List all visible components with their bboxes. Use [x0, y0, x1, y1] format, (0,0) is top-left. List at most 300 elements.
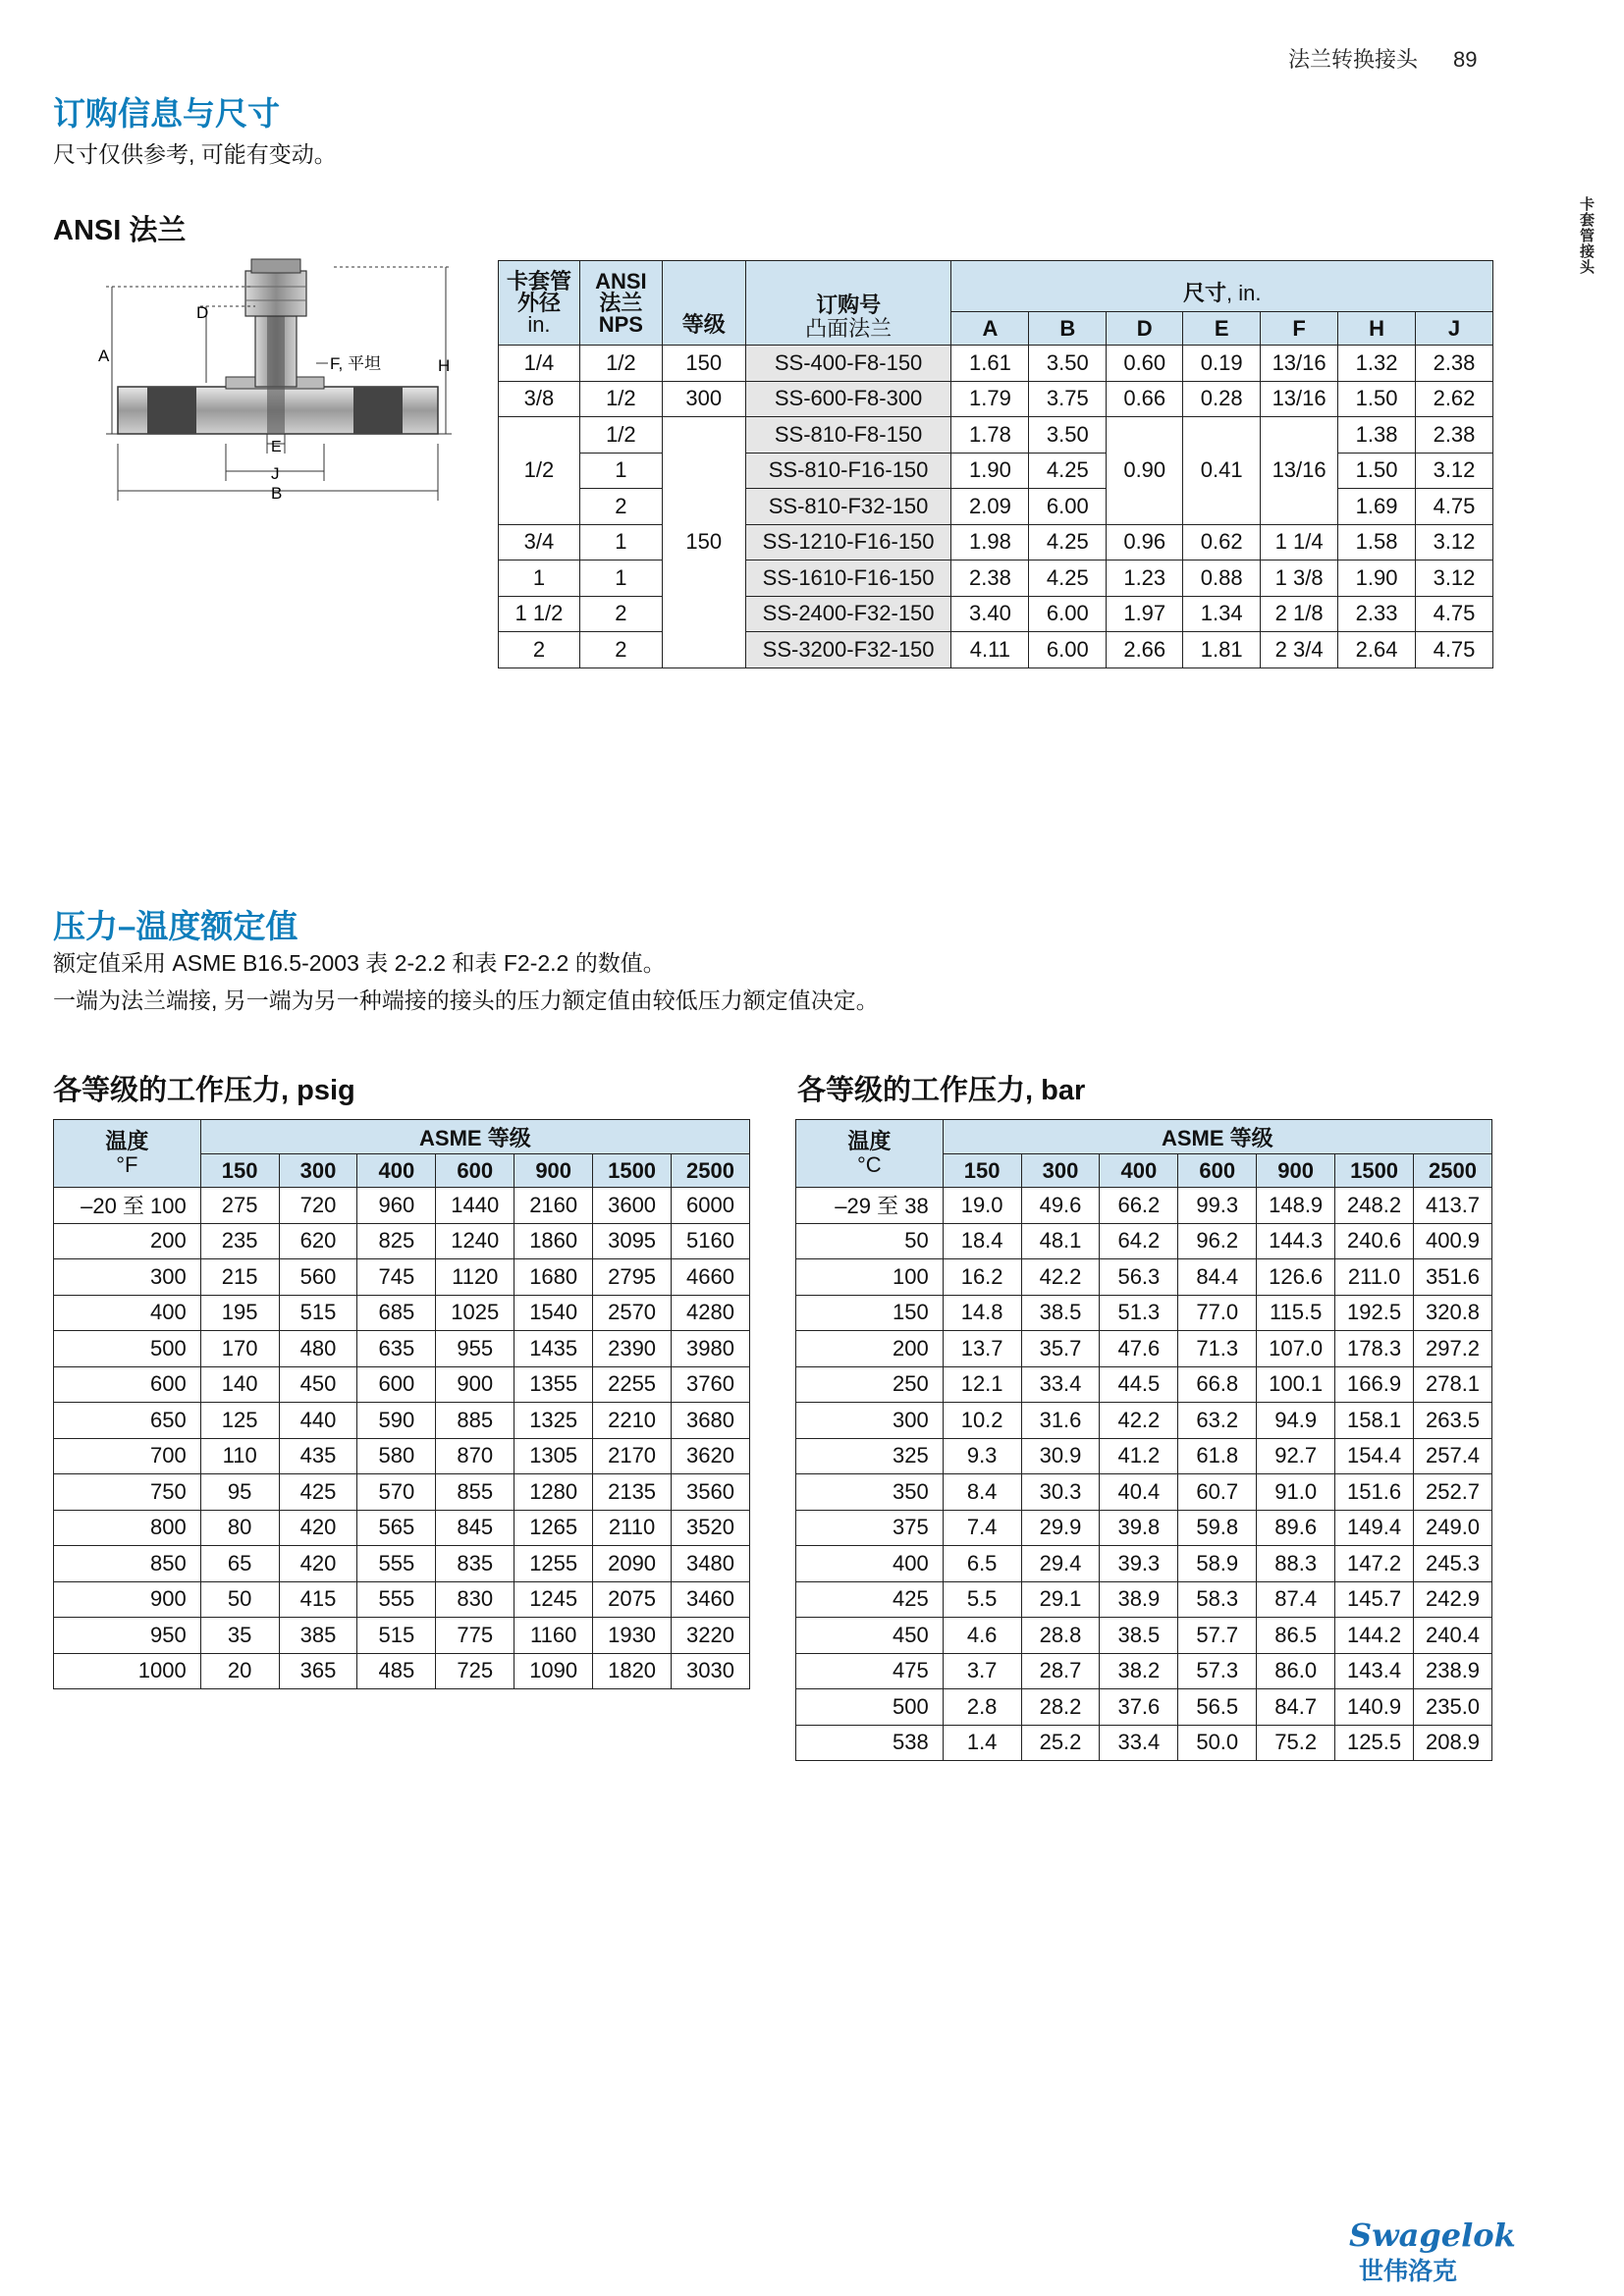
- label-F: F, 平坦: [330, 354, 381, 373]
- pressure-cell: 2110: [593, 1510, 672, 1546]
- pressure-cell: 56.5: [1178, 1689, 1257, 1726]
- pressure-line-1: 额定值采用 ASME B16.5-2003 表 2-2.2 和表 F2-2.2 的数值。: [53, 950, 666, 976]
- table-row: [54, 1438, 750, 1474]
- pressure-cell: 297.2: [1414, 1331, 1492, 1367]
- pressure-cell: 249.0: [1414, 1510, 1492, 1546]
- temperature-cell: 450: [796, 1618, 944, 1654]
- pressure-cell: 38.9: [1100, 1581, 1178, 1618]
- pressure-cell: 248.2: [1335, 1188, 1414, 1224]
- table-row: [54, 1510, 750, 1546]
- table-row: 1 1/2 2 SS-2400-F32-150 3.40 6.00 1.97 1.34 2 1/8 2.33 4.75: [499, 596, 1493, 632]
- header-row-1: [54, 1120, 750, 1154]
- pressure-cell: 580: [357, 1438, 436, 1474]
- header-section: 法兰转换接头: [1288, 47, 1419, 72]
- part-number: SS-3200-F32-150: [745, 632, 951, 668]
- temperature-cell: 150: [796, 1295, 944, 1331]
- temperature-cell: 50: [796, 1223, 944, 1259]
- pressure-cell: 178.3: [1335, 1331, 1414, 1367]
- pressure-cell: 66.2: [1100, 1188, 1178, 1224]
- pressure-cell: 64.2: [1100, 1223, 1178, 1259]
- part-number: SS-810-F16-150: [745, 453, 951, 489]
- header-row-1: [499, 261, 1493, 312]
- col-class-600: 600: [436, 1154, 514, 1188]
- table-row: [54, 1546, 750, 1582]
- pressure-cell: 110: [200, 1438, 279, 1474]
- pressure-cell: 515: [279, 1295, 357, 1331]
- pressure-cell: 100.1: [1257, 1366, 1335, 1403]
- temperature-cell: 1000: [54, 1653, 201, 1689]
- pressure-cell: 25.2: [1021, 1725, 1100, 1761]
- pressure-cell: 1860: [514, 1223, 593, 1259]
- col-class-900: 900: [514, 1154, 593, 1188]
- psig-subtitle: 各等级的工作压力, psig: [53, 1075, 355, 1106]
- pressure-cell: 49.6: [1021, 1188, 1100, 1224]
- table-row: 1 1 SS-1610-F16-150 2.38 4.25 1.23 0.88 1 3/8 1.90 3.12: [499, 561, 1493, 597]
- table-row: [796, 1510, 1492, 1546]
- pressure-cell: 38.5: [1100, 1618, 1178, 1654]
- pressure-cell: 3760: [672, 1366, 750, 1403]
- col-tube-od: 卡套管 外径 in.: [499, 261, 580, 346]
- ordering-note: 尺寸仅供参考, 可能有变动。: [53, 141, 337, 167]
- pressure-cell: 29.4: [1021, 1546, 1100, 1582]
- pressure-cell: 590: [357, 1403, 436, 1439]
- pressure-cell: 845: [436, 1510, 514, 1546]
- table-row: [796, 1295, 1492, 1331]
- pressure-cell: 3620: [672, 1438, 750, 1474]
- temperature-cell: 800: [54, 1510, 201, 1546]
- pressure-cell: 215: [200, 1259, 279, 1296]
- pressure-cell: 84.4: [1178, 1259, 1257, 1296]
- table-row: [796, 1618, 1492, 1654]
- pressure-cell: 1355: [514, 1366, 593, 1403]
- pressure-cell: 99.3: [1178, 1188, 1257, 1224]
- bar-subtitle: 各等级的工作压力, bar: [797, 1075, 1086, 1106]
- col-class-2500: 2500: [672, 1154, 750, 1188]
- pressure-cell: 2170: [593, 1438, 672, 1474]
- flange-diagram: [88, 257, 481, 512]
- pressure-cell: 278.1: [1414, 1366, 1492, 1403]
- pressure-cell: 88.3: [1257, 1546, 1335, 1582]
- pressure-cell: 620: [279, 1223, 357, 1259]
- pressure-cell: 385: [279, 1618, 357, 1654]
- pressure-cell: 65: [200, 1546, 279, 1582]
- pressure-cell: 440: [279, 1403, 357, 1439]
- temperature-cell: 900: [54, 1581, 201, 1618]
- page-header: [1288, 43, 1478, 74]
- pressure-cell: 42.2: [1100, 1403, 1178, 1439]
- psig-table: [53, 1119, 750, 1689]
- pressure-cell: 29.9: [1021, 1510, 1100, 1546]
- col-class-150: 150: [943, 1154, 1021, 1188]
- table-row: [54, 1188, 750, 1224]
- pressure-cell: 19.0: [943, 1188, 1021, 1224]
- pressure-cell: 320.8: [1414, 1295, 1492, 1331]
- pressure-cell: 57.7: [1178, 1618, 1257, 1654]
- pressure-cell: 149.4: [1335, 1510, 1414, 1546]
- pressure-cell: 275: [200, 1188, 279, 1224]
- pressure-cell: 40.4: [1100, 1474, 1178, 1511]
- pressure-cell: 2160: [514, 1188, 593, 1224]
- pressure-cell: 39.3: [1100, 1546, 1178, 1582]
- table-row: 2 SS-810-F32-150 2.09 6.00 1.69 4.75: [499, 489, 1493, 525]
- pressure-cell: 48.1: [1021, 1223, 1100, 1259]
- table-row: [796, 1546, 1492, 1582]
- pressure-cell: 38.5: [1021, 1295, 1100, 1331]
- pressure-cell: 63.2: [1178, 1403, 1257, 1439]
- part-number: SS-2400-F32-150: [745, 596, 951, 632]
- pressure-cell: 143.4: [1335, 1653, 1414, 1689]
- pressure-cell: 257.4: [1414, 1438, 1492, 1474]
- pressure-cell: 75.2: [1257, 1725, 1335, 1761]
- pressure-cell: 50.0: [1178, 1725, 1257, 1761]
- pressure-cell: 3.7: [943, 1653, 1021, 1689]
- pressure-cell: 1160: [514, 1618, 593, 1654]
- temperature-cell: 538: [796, 1725, 944, 1761]
- pressure-cell: 30.3: [1021, 1474, 1100, 1511]
- col-H: H: [1338, 312, 1416, 346]
- pressure-cell: 33.4: [1100, 1725, 1178, 1761]
- pressure-cell: 29.1: [1021, 1581, 1100, 1618]
- pressure-cell: 1305: [514, 1438, 593, 1474]
- temperature-cell: 950: [54, 1618, 201, 1654]
- header-row-1: [796, 1120, 1492, 1154]
- pressure-cell: 365: [279, 1653, 357, 1689]
- bore: [267, 316, 285, 434]
- pressure-cell: 211.0: [1335, 1259, 1414, 1296]
- pressure-cell: 9.3: [943, 1438, 1021, 1474]
- temperature-cell: 750: [54, 1474, 201, 1511]
- logo-brand-cn: 世伟洛克: [1359, 2257, 1458, 2285]
- table-row: [54, 1295, 750, 1331]
- pressure-cell: 58.3: [1178, 1581, 1257, 1618]
- temperature-cell: 700: [54, 1438, 201, 1474]
- pressure-cell: 2570: [593, 1295, 672, 1331]
- pressure-cell: 555: [357, 1546, 436, 1582]
- pressure-cell: 57.3: [1178, 1653, 1257, 1689]
- pressure-cell: 252.7: [1414, 1474, 1492, 1511]
- bar-table: [795, 1119, 1492, 1761]
- table-row: [796, 1689, 1492, 1726]
- label-J: J: [271, 464, 280, 483]
- nut: [245, 271, 306, 316]
- pressure-cell: 3680: [672, 1403, 750, 1439]
- pressure-cell: 60.7: [1178, 1474, 1257, 1511]
- pressure-cell: 28.2: [1021, 1689, 1100, 1726]
- pressure-cell: 775: [436, 1618, 514, 1654]
- table-row: [796, 1438, 1492, 1474]
- pressure-cell: 3480: [672, 1546, 750, 1582]
- pressure-cell: 480: [279, 1331, 357, 1367]
- temperature-cell: 200: [796, 1331, 944, 1367]
- table-row: [54, 1223, 750, 1259]
- pressure-cell: 147.2: [1335, 1546, 1414, 1582]
- table-row: [796, 1259, 1492, 1296]
- temperature-cell: 400: [54, 1295, 201, 1331]
- col-class-400: 400: [357, 1154, 436, 1188]
- col-class-600: 600: [1178, 1154, 1257, 1188]
- pressure-cell: 125: [200, 1403, 279, 1439]
- table-row: [54, 1618, 750, 1654]
- table-row: [796, 1653, 1492, 1689]
- col-asme-class-group: ASME 等级: [943, 1120, 1491, 1154]
- col-order-number: 订购号 凸面法兰: [745, 261, 951, 346]
- pressure-cell: 1540: [514, 1295, 593, 1331]
- pressure-cell: 8.4: [943, 1474, 1021, 1511]
- pressure-cell: 89.6: [1257, 1510, 1335, 1546]
- pressure-cell: 16.2: [943, 1259, 1021, 1296]
- pressure-cell: 3560: [672, 1474, 750, 1511]
- pressure-cell: 1440: [436, 1188, 514, 1224]
- temperature-cell: 425: [796, 1581, 944, 1618]
- pressure-line-2: 一端为法兰端接, 另一端为另一种端接的接头的压力额定值由较低压力额定值决定。: [53, 988, 879, 1013]
- bolt-hole-left: [147, 387, 196, 434]
- pressure-cell: 685: [357, 1295, 436, 1331]
- pressure-cell: 14.8: [943, 1295, 1021, 1331]
- pressure-cell: 565: [357, 1510, 436, 1546]
- pressure-cell: 30.9: [1021, 1438, 1100, 1474]
- pressure-cell: 145.7: [1335, 1581, 1414, 1618]
- pressure-cell: 1025: [436, 1295, 514, 1331]
- ansi-flange-subtitle: ANSI 法兰: [53, 215, 187, 246]
- pressure-cell: 413.7: [1414, 1188, 1492, 1224]
- col-J: J: [1416, 312, 1493, 346]
- pressure-cell: 235.0: [1414, 1689, 1492, 1726]
- temperature-cell: 100: [796, 1259, 944, 1296]
- temperature-cell: 500: [796, 1689, 944, 1726]
- col-class: 等级: [662, 261, 745, 346]
- col-class-400: 400: [1100, 1154, 1178, 1188]
- table-row: [796, 1188, 1492, 1224]
- label-E: E: [271, 439, 282, 455]
- pressure-cell: 20: [200, 1653, 279, 1689]
- table-row: [796, 1223, 1492, 1259]
- table-row: [54, 1366, 750, 1403]
- pressure-cell: 56.3: [1100, 1259, 1178, 1296]
- pressure-cell: 3600: [593, 1188, 672, 1224]
- pressure-cell: 1265: [514, 1510, 593, 1546]
- pressure-cell: 3030: [672, 1653, 750, 1689]
- temperature-cell: 600: [54, 1366, 201, 1403]
- pressure-cell: 47.6: [1100, 1331, 1178, 1367]
- pressure-cell: 1.4: [943, 1725, 1021, 1761]
- part-number: SS-400-F8-150: [745, 346, 951, 382]
- pressure-cell: 2795: [593, 1259, 672, 1296]
- pressure-cell: 1435: [514, 1331, 593, 1367]
- pressure-cell: 1680: [514, 1259, 593, 1296]
- pressure-cell: 4.6: [943, 1618, 1021, 1654]
- pressure-cell: 6.5: [943, 1546, 1021, 1582]
- pressure-cell: 6000: [672, 1188, 750, 1224]
- pressure-cell: 515: [357, 1618, 436, 1654]
- pressure-cell: 37.6: [1100, 1689, 1178, 1726]
- pressure-cell: 1325: [514, 1403, 593, 1439]
- pressure-cell: 96.2: [1178, 1223, 1257, 1259]
- pressure-cell: 151.6: [1335, 1474, 1414, 1511]
- pressure-cell: 208.9: [1414, 1725, 1492, 1761]
- temperature-cell: 500: [54, 1331, 201, 1367]
- pressure-cell: 35: [200, 1618, 279, 1654]
- table-row: 1/2 1/2 150 SS-810-F8-150 1.78 3.50 0.90 0.41 13/16 1.38 2.38: [499, 417, 1493, 454]
- pressure-cell: 4280: [672, 1295, 750, 1331]
- pressure-cell: 435: [279, 1438, 357, 1474]
- pressure-cell: 44.5: [1100, 1366, 1178, 1403]
- pressure-cell: 42.2: [1021, 1259, 1100, 1296]
- pressure-cell: 195: [200, 1295, 279, 1331]
- pressure-cell: 94.9: [1257, 1403, 1335, 1439]
- temperature-cell: 250: [796, 1366, 944, 1403]
- nut-cap: [251, 259, 300, 273]
- pressure-cell: 425: [279, 1474, 357, 1511]
- pressure-cell: 2390: [593, 1331, 672, 1367]
- pressure-cell: 41.2: [1100, 1438, 1178, 1474]
- pressure-cell: 39.8: [1100, 1510, 1178, 1546]
- pressure-cell: 351.6: [1414, 1259, 1492, 1296]
- pressure-cell: 86.5: [1257, 1618, 1335, 1654]
- pressure-cell: 240.6: [1335, 1223, 1414, 1259]
- pressure-cell: 38.2: [1100, 1653, 1178, 1689]
- table-row: [54, 1403, 750, 1439]
- table-row: [796, 1403, 1492, 1439]
- pressure-cell: 2075: [593, 1581, 672, 1618]
- pressure-cell: 33.4: [1021, 1366, 1100, 1403]
- pressure-cell: 140: [200, 1366, 279, 1403]
- pressure-cell: 18.4: [943, 1223, 1021, 1259]
- pressure-cell: 960: [357, 1188, 436, 1224]
- pressure-cell: 35.7: [1021, 1331, 1100, 1367]
- pressure-cell: 420: [279, 1510, 357, 1546]
- table-row: 3/4 1 SS-1210-F16-150 1.98 4.25 0.96 0.62 1 1/4 1.58 3.12: [499, 524, 1493, 561]
- pressure-cell: 745: [357, 1259, 436, 1296]
- pressure-cell: 5160: [672, 1223, 750, 1259]
- part-number: SS-810-F32-150: [745, 489, 951, 525]
- pressure-cell: 31.6: [1021, 1403, 1100, 1439]
- pressure-cell: 2135: [593, 1474, 672, 1511]
- pressure-cell: 3460: [672, 1581, 750, 1618]
- col-class-900: 900: [1257, 1154, 1335, 1188]
- table-row: [796, 1474, 1492, 1511]
- pressure-cell: 855: [436, 1474, 514, 1511]
- logo-brand: Swagelok: [1349, 2216, 1516, 2254]
- temperature-cell: 375: [796, 1510, 944, 1546]
- page-number: 89: [1453, 47, 1478, 72]
- side-tab: 卡套管接头: [1578, 196, 1595, 275]
- pressure-cell: 58.9: [1178, 1546, 1257, 1582]
- pressure-cell: 87.4: [1257, 1581, 1335, 1618]
- pressure-cell: 835: [436, 1546, 514, 1582]
- pressure-cell: 126.6: [1257, 1259, 1335, 1296]
- col-class-300: 300: [1021, 1154, 1100, 1188]
- pressure-cell: 2090: [593, 1546, 672, 1582]
- pressure-cell: 720: [279, 1188, 357, 1224]
- pressure-cell: 4660: [672, 1259, 750, 1296]
- pressure-title: 压力–温度额定值: [53, 908, 298, 944]
- swagelok-logo: [1347, 2216, 1516, 2285]
- pressure-cell: 235: [200, 1223, 279, 1259]
- pressure-cell: 570: [357, 1474, 436, 1511]
- temperature-cell: 400: [796, 1546, 944, 1582]
- part-number: SS-600-F8-300: [745, 381, 951, 417]
- table-row: 1 SS-810-F16-150 1.90 4.25 1.50 3.12: [499, 453, 1493, 489]
- pressure-cell: 61.8: [1178, 1438, 1257, 1474]
- table-row: [54, 1653, 750, 1689]
- table-row: [796, 1581, 1492, 1618]
- pressure-cell: 3980: [672, 1331, 750, 1367]
- pressure-cell: 107.0: [1257, 1331, 1335, 1367]
- pressure-cell: 870: [436, 1438, 514, 1474]
- table-row: [54, 1581, 750, 1618]
- col-asme-class-group: ASME 等级: [200, 1120, 749, 1154]
- pressure-cell: 242.9: [1414, 1581, 1492, 1618]
- pressure-cell: 148.9: [1257, 1188, 1335, 1224]
- pressure-cell: 885: [436, 1403, 514, 1439]
- pressure-cell: 144.3: [1257, 1223, 1335, 1259]
- pressure-cell: 86.0: [1257, 1653, 1335, 1689]
- pressure-cell: 84.7: [1257, 1689, 1335, 1726]
- pressure-cell: 192.5: [1335, 1295, 1414, 1331]
- table-row: 3/8 1/2 300 SS-600-F8-300 1.79 3.75 0.66 0.28 13/16 1.50 2.62: [499, 381, 1493, 417]
- temperature-cell: –29 至 38: [796, 1188, 944, 1224]
- temperature-cell: 200: [54, 1223, 201, 1259]
- pressure-cell: 2255: [593, 1366, 672, 1403]
- pressure-cell: 3220: [672, 1618, 750, 1654]
- col-A: A: [951, 312, 1029, 346]
- pressure-cell: 900: [436, 1366, 514, 1403]
- pressure-cell: 725: [436, 1653, 514, 1689]
- pressure-cell: 170: [200, 1331, 279, 1367]
- table-row: [796, 1331, 1492, 1367]
- ordering-table: [498, 260, 1493, 668]
- pressure-cell: 830: [436, 1581, 514, 1618]
- pressure-cell: 3520: [672, 1510, 750, 1546]
- pressure-cell: 485: [357, 1653, 436, 1689]
- pressure-cell: 115.5: [1257, 1295, 1335, 1331]
- pressure-cell: 2.8: [943, 1689, 1021, 1726]
- pressure-cell: 10.2: [943, 1403, 1021, 1439]
- pressure-cell: 50: [200, 1581, 279, 1618]
- pressure-cell: 1280: [514, 1474, 593, 1511]
- pressure-cell: 140.9: [1335, 1689, 1414, 1726]
- temperature-cell: 325: [796, 1438, 944, 1474]
- label-H: H: [438, 356, 451, 375]
- pressure-cell: 154.4: [1335, 1438, 1414, 1474]
- pressure-cell: 95: [200, 1474, 279, 1511]
- temperature-cell: 650: [54, 1403, 201, 1439]
- pressure-cell: 80: [200, 1510, 279, 1546]
- label-B: B: [271, 484, 283, 503]
- table-row: 1/4 1/2 150 SS-400-F8-150 1.61 3.50 0.60 0.19 13/16 1.32 2.38: [499, 346, 1493, 382]
- pressure-cell: 59.8: [1178, 1510, 1257, 1546]
- label-A: A: [98, 347, 110, 365]
- pressure-cell: 1240: [436, 1223, 514, 1259]
- label-D: D: [196, 303, 209, 322]
- table-row: [54, 1331, 750, 1367]
- pressure-cell: 240.4: [1414, 1618, 1492, 1654]
- pressure-cell: 2210: [593, 1403, 672, 1439]
- temperature-cell: –20 至 100: [54, 1188, 201, 1224]
- pressure-cell: 166.9: [1335, 1366, 1414, 1403]
- pressure-cell: 420: [279, 1546, 357, 1582]
- col-dimensions: 尺寸, in.: [951, 261, 1493, 312]
- col-ansi-nps: ANSI 法兰 NPS: [579, 261, 662, 346]
- col-class-300: 300: [279, 1154, 357, 1188]
- col-temperature: 温度 °C: [796, 1120, 944, 1188]
- pressure-cell: 51.3: [1100, 1295, 1178, 1331]
- pressure-cell: 1255: [514, 1546, 593, 1582]
- pressure-cell: 28.7: [1021, 1653, 1100, 1689]
- table-row: [54, 1474, 750, 1511]
- pressure-cell: 1930: [593, 1618, 672, 1654]
- pressure-cell: 71.3: [1178, 1331, 1257, 1367]
